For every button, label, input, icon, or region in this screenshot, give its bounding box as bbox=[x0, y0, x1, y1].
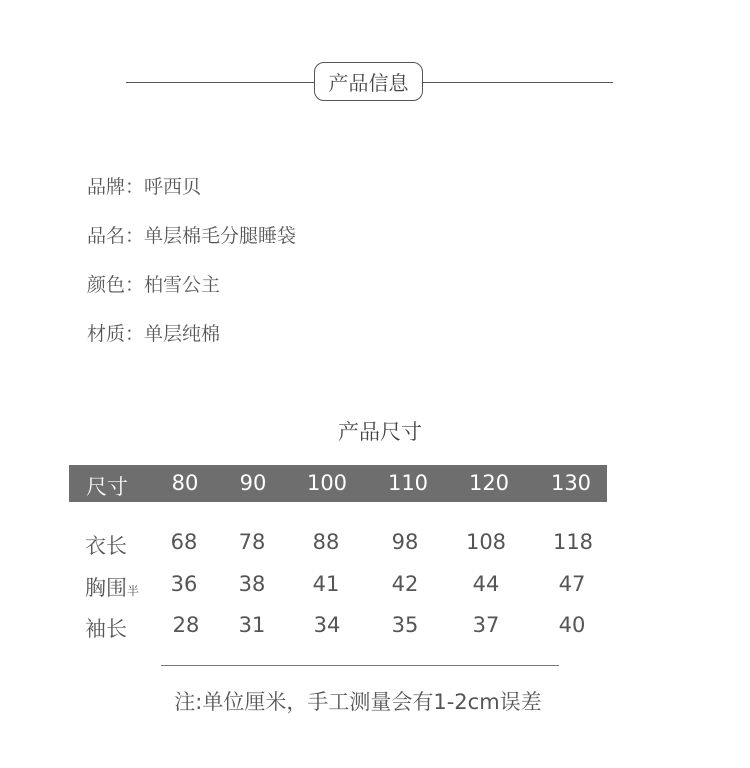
table-cell: 36 bbox=[170, 572, 198, 596]
row-label-suffix: 半 bbox=[127, 584, 140, 598]
table-cell: 28 bbox=[172, 613, 200, 637]
table-cell: 98 bbox=[391, 530, 419, 554]
info-label: 材质： bbox=[87, 323, 145, 345]
info-value: 呼西贝 bbox=[144, 176, 202, 198]
table-cell: 41 bbox=[312, 572, 340, 596]
info-value: 单层纯棉 bbox=[144, 323, 221, 345]
size-header-label: 尺寸 bbox=[86, 475, 128, 499]
info-value: 柏雪公主 bbox=[144, 274, 221, 296]
table-row-label: 袖长 bbox=[85, 617, 127, 641]
info-row-color bbox=[87, 270, 220, 297]
info-value: 单层棉毛分腿睡袋 bbox=[144, 225, 297, 247]
table-cell: 31 bbox=[238, 613, 266, 637]
table-cell: 38 bbox=[238, 572, 266, 596]
measurement-note: 注:单位厘米，手工测量会有1-2cm误差 bbox=[174, 690, 542, 714]
table-row-label: 衣长 bbox=[85, 534, 127, 558]
section-title-size: 产品尺寸 bbox=[338, 420, 422, 444]
row-label-text: 胸围 bbox=[85, 576, 127, 600]
table-cell: 34 bbox=[313, 613, 341, 637]
table-cell: 37 bbox=[472, 613, 500, 637]
size-header-cell: 130 bbox=[550, 471, 592, 495]
table-row-label bbox=[85, 572, 139, 602]
size-header-cell: 120 bbox=[468, 471, 510, 495]
table-cell: 40 bbox=[558, 613, 586, 637]
table-cell: 47 bbox=[558, 572, 586, 596]
table-cell: 108 bbox=[465, 530, 507, 554]
info-row-name bbox=[87, 221, 296, 248]
table-cell: 68 bbox=[170, 530, 198, 554]
size-header-cell: 100 bbox=[306, 471, 348, 495]
info-row-brand bbox=[87, 172, 201, 199]
section-title-product-info: 产品信息 bbox=[314, 62, 423, 101]
info-row-material bbox=[87, 319, 220, 346]
size-header-cell: 80 bbox=[171, 471, 199, 495]
table-cell: 78 bbox=[238, 530, 266, 554]
size-header-cell: 90 bbox=[239, 471, 267, 495]
table-cell: 35 bbox=[391, 613, 419, 637]
info-label: 品牌： bbox=[87, 176, 145, 198]
note-divider bbox=[161, 665, 559, 666]
table-cell: 42 bbox=[391, 572, 419, 596]
table-cell: 118 bbox=[552, 530, 594, 554]
size-header-cell: 110 bbox=[387, 471, 429, 495]
info-label: 品名： bbox=[87, 225, 145, 247]
title-line-right bbox=[423, 82, 613, 83]
table-cell: 44 bbox=[472, 572, 500, 596]
title-line-left bbox=[126, 82, 315, 83]
table-cell: 88 bbox=[312, 530, 340, 554]
info-label: 颜色： bbox=[87, 274, 145, 296]
